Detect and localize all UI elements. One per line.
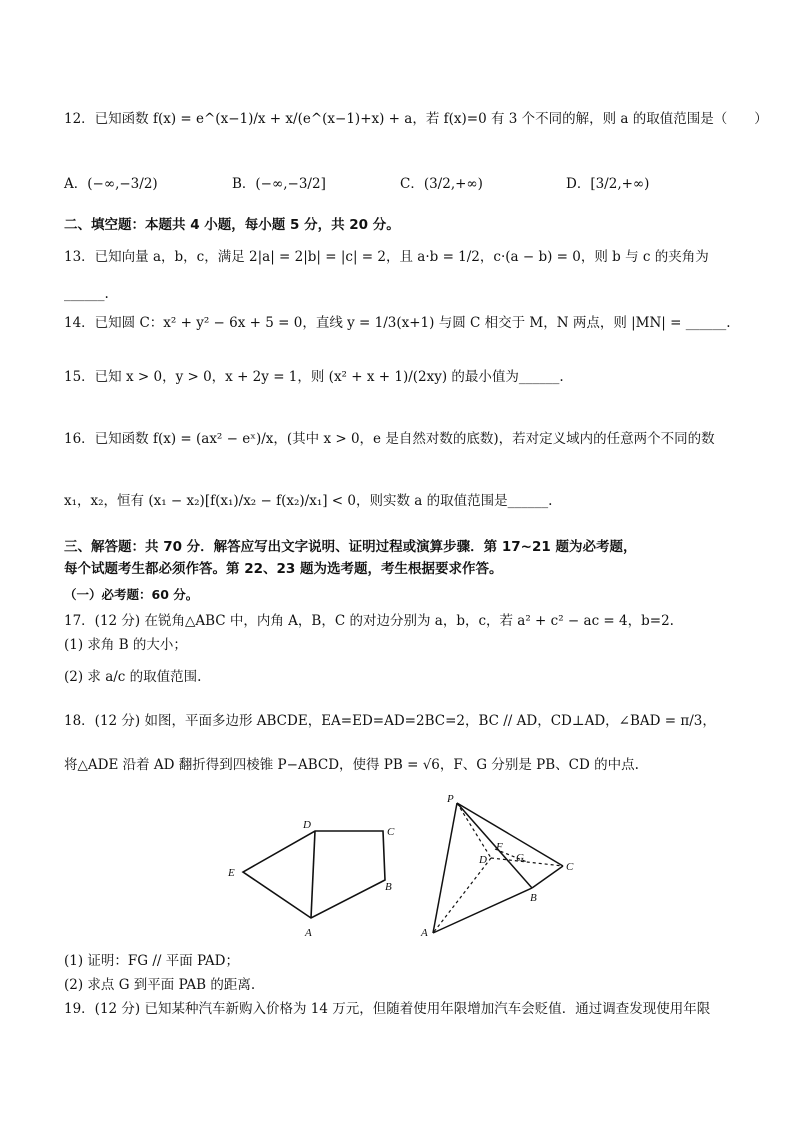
question-18-part1: (1) 证明：FG // 平面 PAD； xyxy=(64,953,239,969)
question-16-line1: 16．已知函数 f(x) = (ax² − eˣ)/x，(其中 x > 0，e 是自然对数的底数)，若对定义域内的任意两个不同的数 xyxy=(64,431,715,447)
option-d: D．[3/2,+∞) xyxy=(566,176,650,192)
subsection-required: （一）必考题：60 分。 xyxy=(64,587,199,602)
question-13-line1: 13．已知向量 a，b，c，满足 2|a| = 2|b| = |c| = 2，且 a·b = 1/2，c·(a − b) = 0，则 b 与 c 的夹角为 xyxy=(64,249,709,265)
question-12: 12．已知函数 f(x) = e^(x−1)/x + x/(e^(x−1)+x) + a，若 f(x)=0 有 3 个不同的解，则 a 的取值范围是（ ） xyxy=(64,111,768,127)
label-A: A xyxy=(305,927,312,939)
section-2-heading: 二、填空题：本题共 4 小题，每小题 5 分，共 20 分。 xyxy=(64,217,400,233)
label-B: B xyxy=(385,881,392,893)
question-15: 15．已知 x > 0，y > 0，x + 2y = 1，则 (x² + x + 1)/(2xy) 的最小值为______. xyxy=(64,369,564,385)
option-a: A．(−∞,−3/2) xyxy=(64,176,158,192)
question-14: 14．已知圆 C：x² + y² − 6x + 5 = 0，直线 y = 1/3(x+1) 与圆 C 相交于 M，N 两点，则 |MN| = ______. xyxy=(64,315,731,331)
question-13-line2: ______. xyxy=(64,286,109,302)
label-D: D xyxy=(479,854,487,866)
label-P: P xyxy=(447,793,454,805)
question-18-line2: 将△ADE 沿着 AD 翻折得到四棱锥 P−ABCD，使得 PB = √6，F、G 分别是 PB、CD 的中点. xyxy=(64,757,639,773)
question-17-stem: 17．(12 分) 在锐角△ABC 中，内角 A，B，C 的对边分别为 a，b，c，若 a² + c² − ac = 4，b=2. xyxy=(64,613,674,629)
section-3-heading-line2: 每个试题考生都必须作答。第 22、23 题为选考题，考生根据要求作答。 xyxy=(64,561,503,577)
label-C: C xyxy=(566,861,574,873)
label-B: B xyxy=(530,892,537,904)
option-c: C．(3/2,+∞) xyxy=(400,176,483,192)
figure-pyramid xyxy=(415,790,595,940)
label-A: A xyxy=(421,927,428,939)
label-G: G xyxy=(516,852,524,864)
question-16-line2: x₁，x₂，恒有 (x₁ − x₂)[f(x₁)/x₂ − f(x₂)/x₁] < 0，则实数 a 的取值范围是______. xyxy=(64,493,553,509)
label-D: D xyxy=(303,819,311,831)
label-E: E xyxy=(228,867,235,879)
question-17-part1: (1) 求角 B 的大小； xyxy=(64,637,187,653)
section-3-heading-line1: 三、解答题：共 70 分．解答应写出文字说明、证明过程或演算步骤．第 17~21 题为必考题， xyxy=(64,539,637,555)
figure-pentagon xyxy=(215,790,405,940)
question-18-part2: (2) 求点 G 到平面 PAB 的距离. xyxy=(64,977,256,993)
question-19: 19．(12 分) 已知某种汽车新购入价格为 14 万元，但随着使用年限增加汽车会贬值．通过调查发现使用年限 xyxy=(64,1001,711,1017)
question-17-part2: (2) 求 a/c 的取值范围. xyxy=(64,669,202,685)
label-C: C xyxy=(387,826,395,838)
question-18-line1: 18．(12 分) 如图，平面多边形 ABCDE，EA=ED=AD=2BC=2，BC // AD，CD⊥AD，∠BAD = π/3， xyxy=(64,713,716,729)
label-F: F xyxy=(496,841,503,853)
option-b: B．(−∞,−3/2] xyxy=(232,176,326,192)
